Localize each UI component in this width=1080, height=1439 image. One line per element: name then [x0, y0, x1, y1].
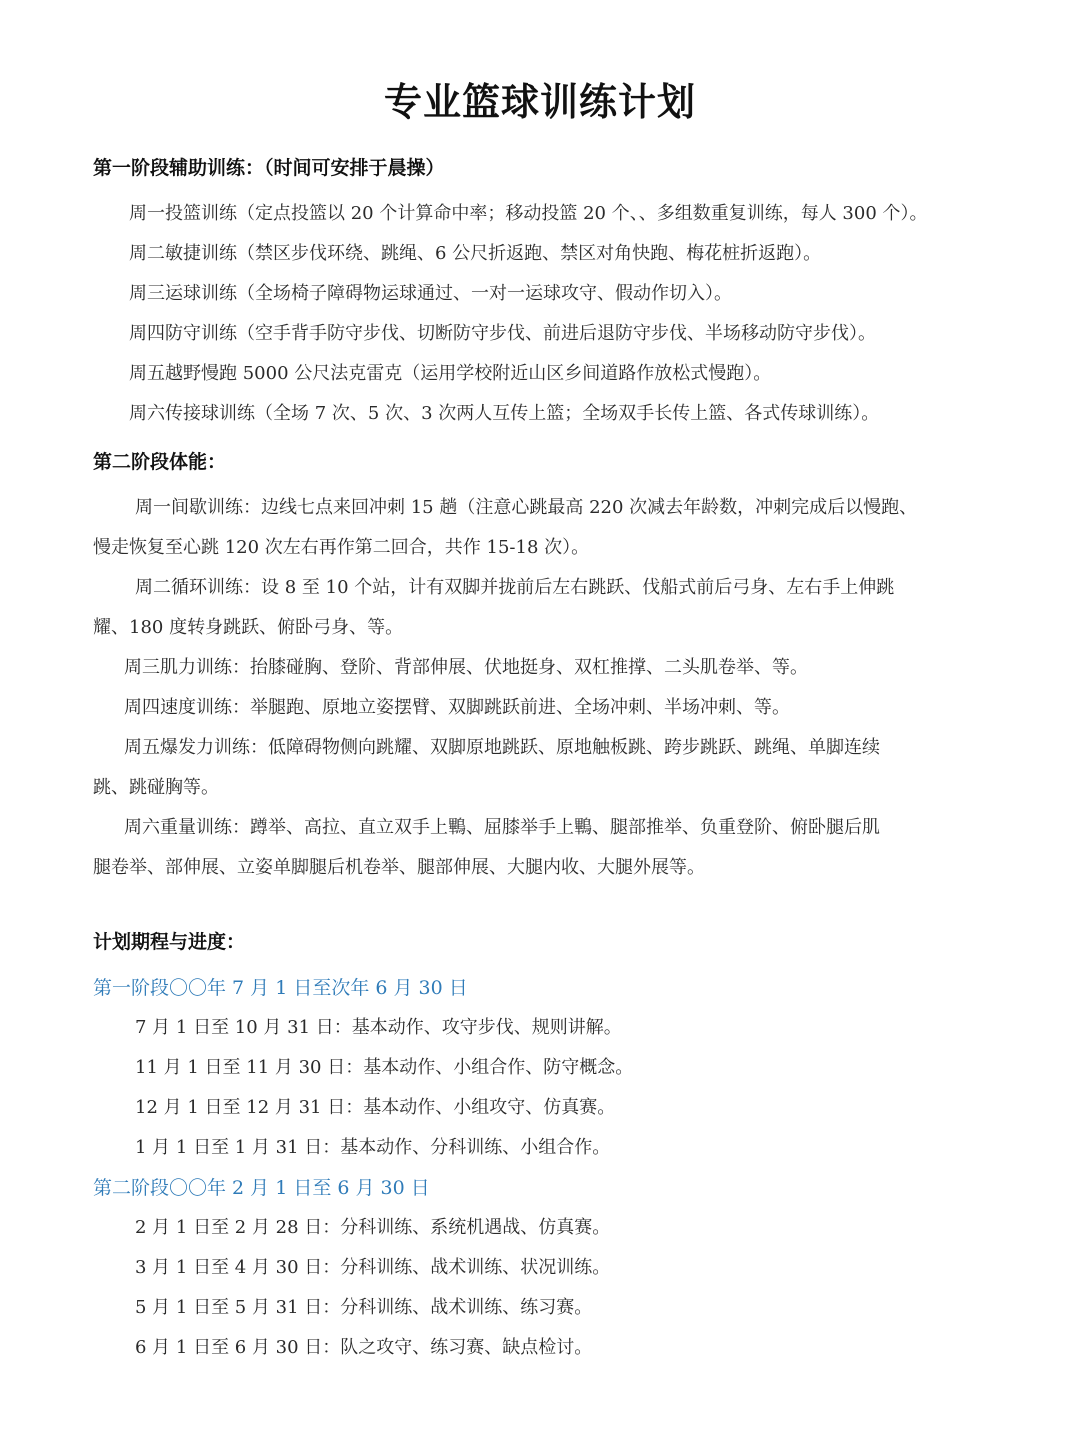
stage2-heading: 第二阶段〇〇年 2 月 1 日至 6 月 30 日	[93, 1177, 430, 1199]
section2-line: 慢走恢复至心跳 120 次左右再作第二回合，共作 15-18 次）。	[93, 537, 590, 558]
stage1-item: 7 月 1 日至 10 月 31 日：基本动作、攻守步伐、规则讲解。	[135, 1017, 622, 1038]
stage1-item: 1 月 1 日至 1 月 31 日：基本动作、分科训练、小组合作。	[135, 1137, 611, 1158]
section2-line: 周四速度训练：举腿跑、原地立姿摆臂、双脚跳跃前进、全场冲刺、半场冲刺、等。	[124, 697, 790, 718]
section2-line: 耀、180 度转身跳跃、俯卧弓身、等。	[93, 617, 404, 638]
stage1-heading: 第一阶段〇〇年 7 月 1 日至次年 6 月 30 日	[93, 977, 468, 999]
section2-line: 周六重量训练：蹲举、高拉、直立双手上鷝、屈膝举手上鷝、腿部推举、负重登阶、俯卧腿后肌	[124, 817, 880, 838]
section1-line-thursday: 周四防守训练（空手背手防守步伐、切断防守步伐、前进后退防守步伐、半场移动防守步伐）。	[129, 323, 876, 344]
schedule-heading: 计划期程与进度：	[93, 931, 246, 953]
section2-line: 跳、跳碰胸等。	[93, 777, 219, 798]
section2-line: 周一间歇训练：边线七点来回冲刺 15 趟（注意心跳最高 220 次减去年龄数，冲刺完成后以慢跑、	[135, 497, 918, 518]
section2-line: 周三肌力训练：抬膝碰胸、登阶、背部伸展、伏地挺身、双杠推撑、二头肌卷举、等。	[124, 657, 808, 678]
section1-line-wednesday: 周三运球训练（全场椅子障碍物运球通过、一对一运球攻守、假动作切入）。	[129, 283, 732, 304]
section1-line-friday: 周五越野慢跑 5000 公尺法克雷克（运用学校附近山区乡间道路作放松式慢跑）。	[129, 363, 772, 384]
stage1-item: 11 月 1 日至 11 月 30 日：基本动作、小组合作、防守概念。	[135, 1057, 634, 1078]
section2-line: 周五爆发力训练：低障碍物侧向跳耀、双脚原地跳跃、原地触板跳、跨步跳跃、跳绳、单脚连续	[124, 737, 880, 758]
stage2-item: 6 月 1 日至 6 月 30 日：队之攻守、练习赛、缺点检讨。	[135, 1337, 593, 1358]
stage2-item: 2 月 1 日至 2 月 28 日：分科训练、系统机遇战、仿真赛。	[135, 1217, 611, 1238]
section2-heading: 第二阶段体能：	[93, 451, 227, 473]
section1-heading: 第一阶段辅助训练：（时间可安排于晨操）	[93, 157, 445, 179]
stage2-item: 3 月 1 日至 4 月 30 日：分科训练、战术训练、状况训练。	[135, 1257, 611, 1278]
section2-line: 周二循环训练：设 8 至 10 个站，计有双脚并拢前后左右跳跃、伐船式前后弓身、左右手上伸跳	[135, 577, 895, 598]
section2-line: 腿卷举、部伸展、立姿单脚腿后机卷举、腿部伸展、大腿内收、大腿外展等。	[93, 857, 705, 878]
stage2-item: 5 月 1 日至 5 月 31 日：分科训练、战术训练、练习赛。	[135, 1297, 593, 1318]
section1-line-tuesday: 周二敏捷训练（禁区步伐环绕、跳绳、6 公尺折返跑、禁区对角快跑、梅花桩折返跑）。	[129, 243, 822, 264]
stage1-item: 12 月 1 日至 12 月 31 日：基本动作、小组攻守、仿真赛。	[135, 1097, 616, 1118]
section1-line-monday: 周一投篮训练（定点投篮以 20 个计算命中率；移动投篮 20 个、、多组数重复训练，每人 300 个）。	[129, 203, 928, 224]
page-title: 专业篮球训练计划	[383, 80, 696, 124]
section1-line-saturday: 周六传接球训练（全场 7 次、5 次、3 次两人互传上篮；全场双手长传上篮、各式传球训练）。	[129, 403, 880, 424]
